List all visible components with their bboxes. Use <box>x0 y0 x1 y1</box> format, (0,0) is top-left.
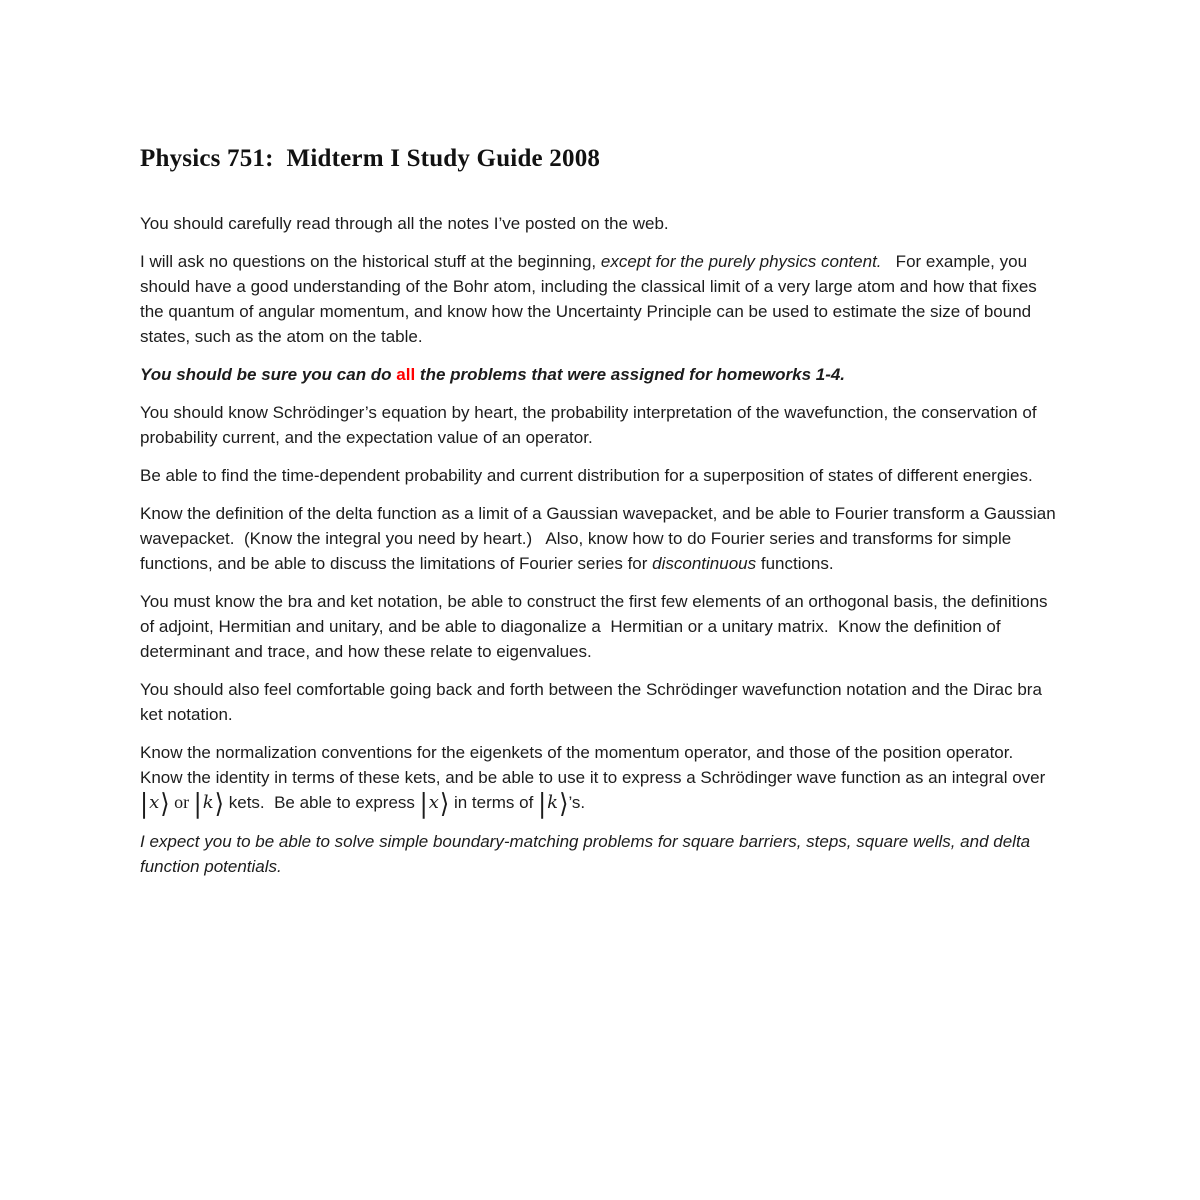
body-text-run: You should also feel comfortable going back and forth between the Schrödinger wavefunction notation and the Dirac bra ket notation. <box>140 680 1047 724</box>
bold-italic-run: You should be sure you can do <box>140 365 397 384</box>
paragraph-time-dependent-probability <box>140 463 1064 488</box>
body-text-run: in terms of <box>449 793 539 812</box>
body-text-run: You should know Schrödinger’s equation by heart, the probability interpretation of the wavefunction, the conservation of probability current, and the expectation value of an operator. <box>140 403 1042 447</box>
ket-bar-delimiter: | <box>419 788 428 820</box>
body-text-run: Know the normalization conventions for the eigenkets of the momentum operator, and those of the position operator. Know the identity in terms of these kets, and be able to use it to express a Schrödinger wave function as an integral over <box>140 743 1051 787</box>
body-text-run: Be able to find the time-dependent probability and current distribution for a superposition of states of different energies. <box>140 466 1033 485</box>
ket-variable-x: x <box>149 792 160 813</box>
bold-italic-run: the problems that were assigned for homeworks 1-4. <box>415 365 846 384</box>
document-title <box>140 144 1064 174</box>
paragraph-schrodinger-equation <box>140 400 1064 450</box>
body-text-run: kets. Be able to express <box>224 793 420 812</box>
ket-k-notation <box>538 788 569 820</box>
ket-bar-delimiter: | <box>193 788 202 820</box>
paragraph-delta-function-fourier <box>140 501 1064 576</box>
italic-emphasis-run: discontinuous <box>652 554 757 573</box>
body-text-run: I will ask no questions on the historical stuff at the beginning, <box>140 252 601 271</box>
paragraph-wavefunction-dirac <box>140 677 1064 727</box>
ket-variable-k: k <box>202 792 214 813</box>
paragraph-normalization-kets <box>140 740 1064 820</box>
ket-x-notation <box>140 788 170 820</box>
italic-text-run: I expect you to be able to solve simple boundary-matching problems for square barriers, steps, square wells, and delta function potentials. <box>140 832 1035 876</box>
body-text-run: functions. <box>756 554 834 573</box>
paragraph-homework-warning <box>140 362 1064 387</box>
ket-variable-x: x <box>428 792 439 813</box>
paragraph-boundary-matching <box>140 829 1064 879</box>
document-body <box>140 144 1064 892</box>
serif-or-run: or <box>169 792 194 812</box>
body-text-run: For example, you should have a good understanding of the Bohr atom, including the classical limit of a very large atom and how that fixes the quantum of angular momentum, and know how the Uncertainty Principle can be used to estimate the size of bound states, such as the atom on the table. <box>140 252 1042 346</box>
ket-variable-k: k <box>547 792 559 813</box>
ket-rangle-delimiter: ⟩ <box>160 788 170 820</box>
ket-rangle-delimiter: ⟩ <box>439 788 450 820</box>
italic-emphasis-run: except for the purely physics content. <box>600 252 882 271</box>
body-text-run: Know the definition of the delta function as a limit of a Gaussian wavepacket, and be able to Fourier transform a Gaussian wavepacket. (Know the integral you need by heart.) Also, know how to do Fourier series and transforms for simple functions, and be able to discuss the limitations of Fourier series for <box>140 504 1061 573</box>
document-title-text: Physics 751: Midterm I Study Guide 2008 <box>140 145 601 172</box>
paragraph-bra-ket-notation <box>140 589 1064 664</box>
body-text-run: You must know the bra and ket notation, be able to construct the first few elements of an orthogonal basis, the definitions of adjoint, Hermitian and unitary, and be able to diagonalize a Hermitian or a unitary matrix. Know the definition of determinant and trace, and how these relate to eigenvalues. <box>140 592 1053 661</box>
paragraph-read-notes <box>140 211 1064 236</box>
red-highlight-all: all <box>396 365 416 384</box>
ket-x-notation <box>419 788 450 820</box>
body-text-run: ’s. <box>568 793 586 812</box>
ket-rangle-delimiter: ⟩ <box>214 788 225 820</box>
body-text-run: You should carefully read through all the notes I’ve posted on the web. <box>140 214 669 233</box>
ket-k-notation <box>193 788 225 820</box>
ket-rangle-delimiter: ⟩ <box>559 788 569 820</box>
paragraph-historical-stuff <box>140 249 1064 349</box>
ket-bar-delimiter: | <box>538 788 547 820</box>
ket-bar-delimiter: | <box>140 788 149 820</box>
